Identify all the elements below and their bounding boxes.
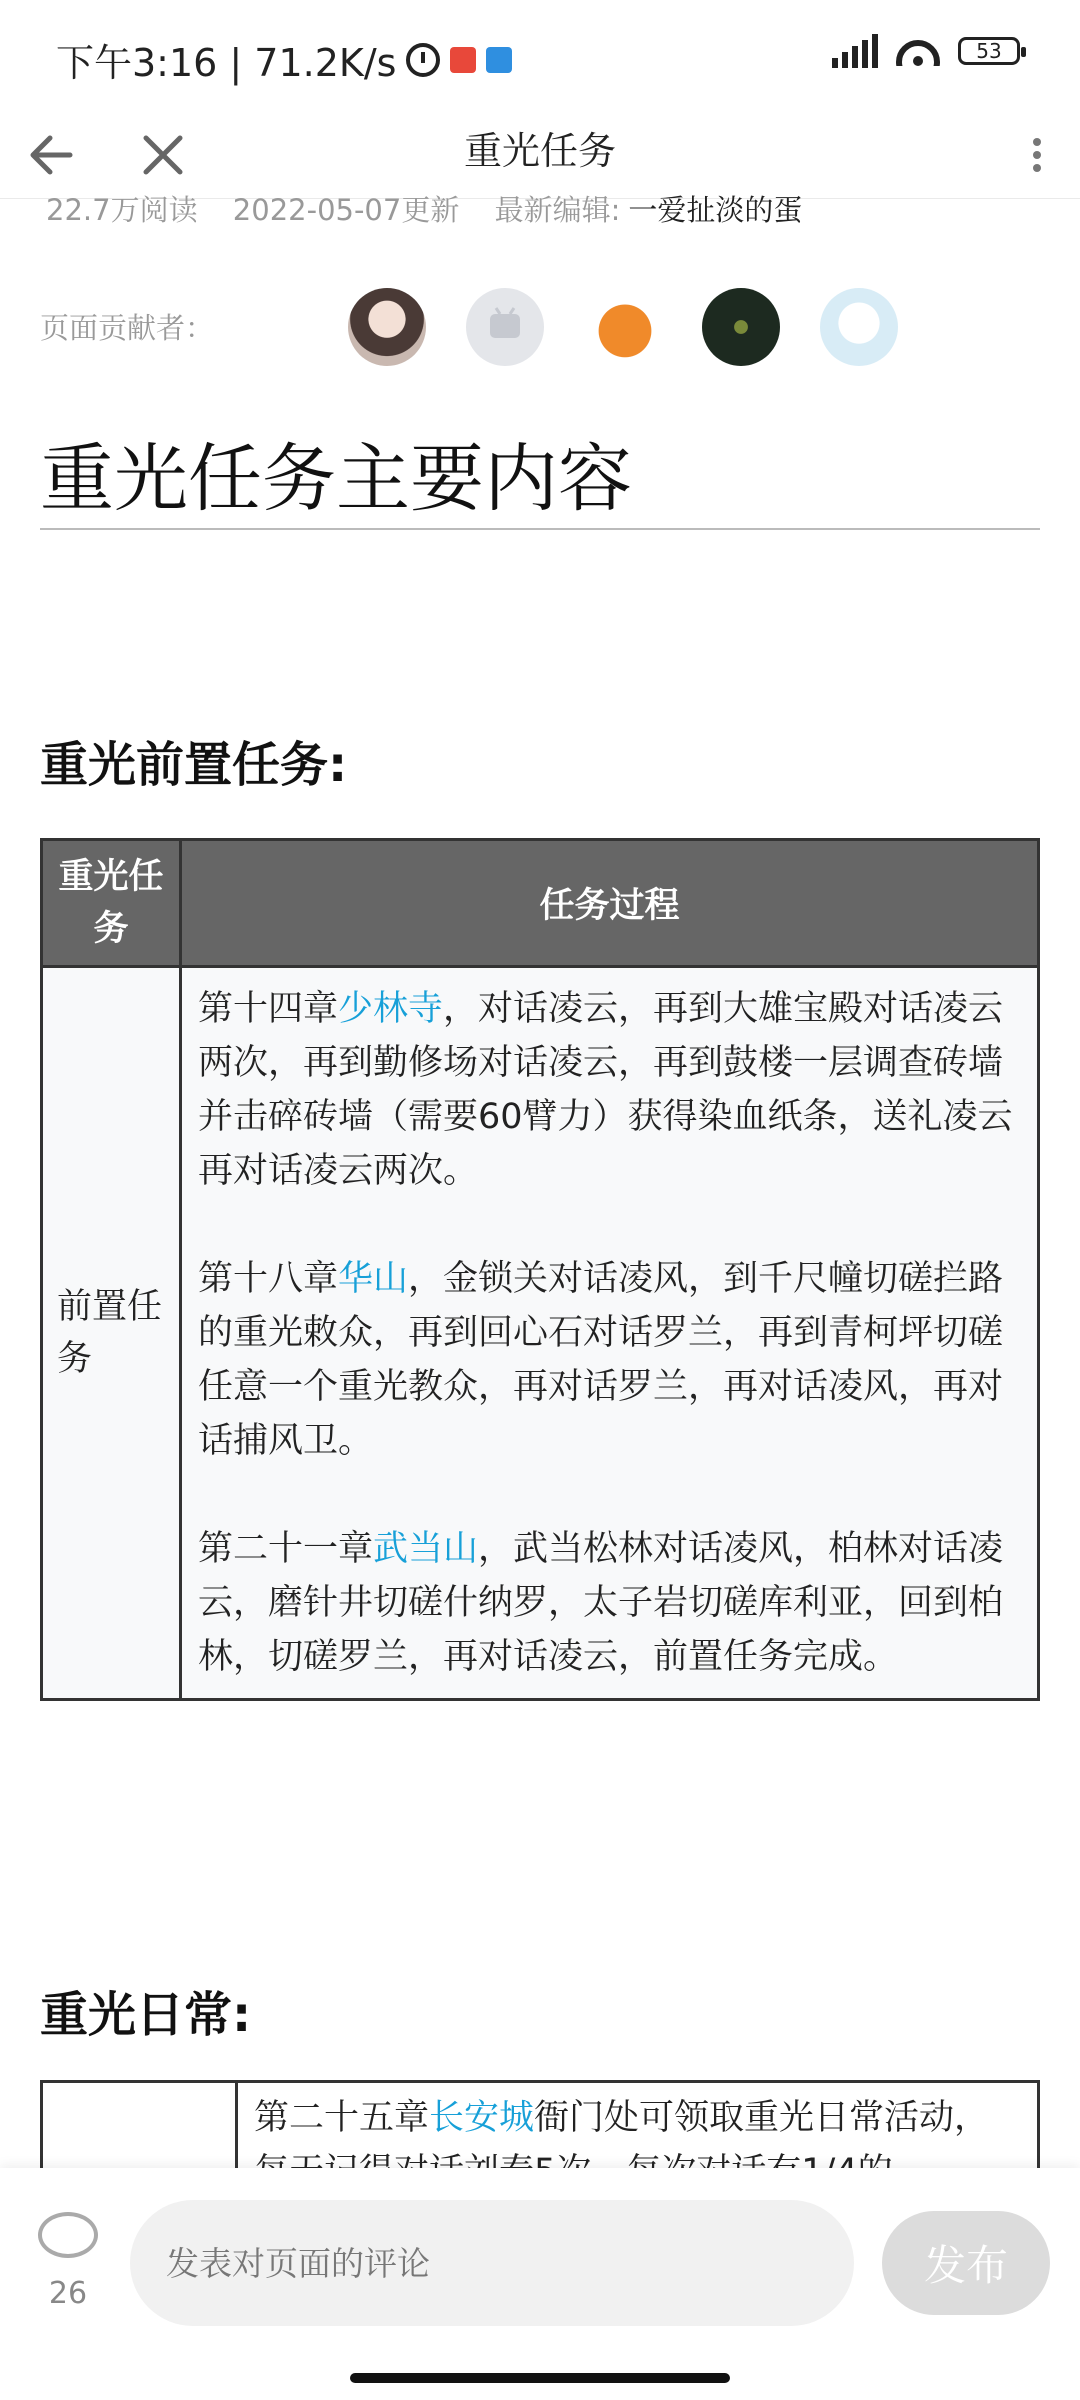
more-vertical-icon: [1012, 120, 1062, 190]
editor-name-link[interactable]: 一爱扯淡的蛋: [628, 193, 803, 227]
prequest-table: [40, 838, 1040, 1701]
more-options-button[interactable]: [1012, 120, 1062, 190]
row-label: 前置任务: [42, 967, 181, 1700]
row-content: [181, 967, 1039, 1700]
avatar[interactable]: [466, 288, 544, 366]
paragraph: [198, 1252, 1021, 1468]
avatar[interactable]: [348, 288, 426, 366]
status-bar: [0, 0, 1080, 112]
publish-button[interactable]: 发布: [882, 2211, 1050, 2315]
signal-icon: [832, 34, 878, 68]
section-heading: 重光日常:: [40, 1987, 252, 2043]
article-title: 重光任务主要内容: [40, 436, 632, 522]
location-link[interactable]: 华山: [338, 1259, 409, 1299]
column-header: 任务过程: [181, 840, 1039, 967]
title-divider: [40, 528, 1040, 530]
avatar[interactable]: [702, 288, 780, 366]
contributors: [40, 280, 1040, 376]
chapter-text: 第二十一章: [198, 1529, 374, 1569]
contributors-label: 页面贡献者：: [40, 311, 215, 345]
paragraph-text: 衙门处可领取重光日常活动，: [534, 2098, 990, 2138]
column-header: 重光任务: [42, 840, 181, 967]
upload-notification-icon: [486, 47, 512, 73]
paragraph-text: ，对话凌云，再到大雄宝殿对话凌云两次，再到勤修场对话凌云，再到鼓楼一层调查砖墙并击碎砖墙（需要60臂力）获得染血纸条，送礼凌云再对话凌云两次。: [198, 989, 1013, 1191]
chapter-text: 第二十五章: [254, 2098, 430, 2138]
location-link[interactable]: 武当山: [373, 1529, 479, 1569]
avatar[interactable]: [820, 288, 898, 366]
status-left: [56, 32, 512, 87]
comment-bar: [0, 2168, 1080, 2400]
status-time-network: 下午3:16 | 71.2K/s: [56, 41, 397, 85]
comment-input[interactable]: [130, 2200, 854, 2326]
alarm-icon: [406, 43, 440, 77]
default-avatar-icon: [466, 288, 544, 366]
page-title: 重光任务: [463, 129, 616, 173]
read-count: 22.7万阅读: [46, 193, 198, 227]
article-meta: [46, 188, 828, 229]
section-heading: 重光前置任务:: [40, 737, 348, 793]
location-link[interactable]: 长安城: [429, 2098, 535, 2138]
chapter-text: 第十四章: [198, 989, 339, 1029]
paragraph-text: ，武当松林对话凌风，柏林对话凌云，磨针井切磋什纳罗，太子岩切磋库利亚，回到柏林，切磋罗兰，再对话凌云，前置任务完成。: [198, 1529, 1004, 1677]
paragraph-text: ，金锁关对话凌风，到千尺幢切磋拦路的重光敕众，再到回心石对话罗兰，再到青柯坪切磋任意一个重光教众，再对话罗兰，再对话凌风，再对话捕风卫。: [198, 1259, 1004, 1461]
paragraph: [198, 982, 1021, 1198]
editor-label: 最新编辑:: [494, 193, 621, 227]
update-date: 2022-05-07更新: [232, 193, 460, 227]
paragraph: [198, 1522, 1021, 1684]
nav-bar: [0, 112, 1080, 199]
app-notification-icon: [450, 47, 476, 73]
table-header-row: [42, 840, 1039, 967]
avatar[interactable]: [586, 288, 664, 366]
comment-bubble-icon[interactable]: [38, 2212, 98, 2258]
battery-icon: 53: [958, 37, 1020, 65]
home-indicator[interactable]: [350, 2373, 730, 2383]
table-row: [42, 967, 1039, 1700]
location-link[interactable]: 少林寺: [338, 989, 444, 1029]
chapter-text: 第十八章: [198, 1259, 339, 1299]
status-right: [832, 34, 1020, 68]
comment-count: 26: [48, 2276, 88, 2311]
wifi-icon: [896, 36, 940, 66]
